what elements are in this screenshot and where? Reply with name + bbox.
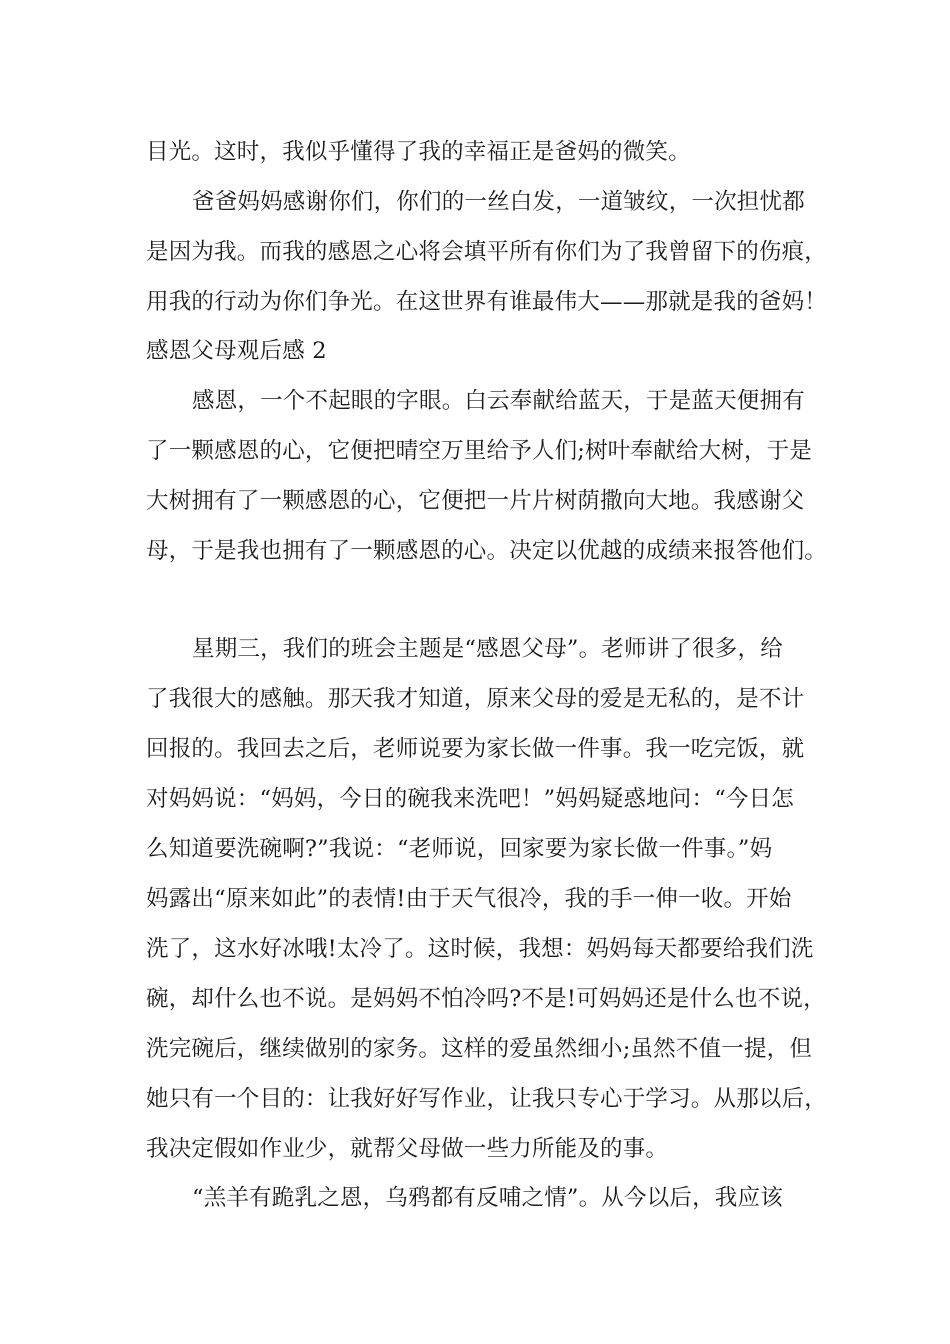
paragraph-line: 用我的行动为你们争光。在这世界有谁最伟大——那就是我的爸妈！ xyxy=(146,289,828,315)
paragraph-line: 爸爸妈妈感谢你们，你们的一丝白发，一道皱纹，一次担忧都 xyxy=(192,189,805,215)
paragraph-line: 洗完碗后，继续做别的家务。这样的爱虽然细小;虽然不值一提，但 xyxy=(146,1036,813,1062)
paragraph-line: 大树拥有了一颗感恩的心，它便把一片片树荫撒向大地。我感谢父 xyxy=(146,488,805,514)
paragraph-line: 碗，却什么也不说。是妈妈不怕冷吗?不是!可妈妈还是什么也不说， xyxy=(146,986,826,1012)
paragraph-line: 了我很大的感触。那天我才知道，原来父母的爱是无私的，是不计 xyxy=(146,686,805,712)
paragraph-line: 么知道要洗碗啊?”我说：“老师说，回家要为家长做一件事。”妈 xyxy=(146,836,773,862)
paragraph-line: 妈露出“原来如此”的表情!由于天气很冷，我的手一伸一收。开始 xyxy=(146,886,792,912)
paragraph-line: 对妈妈说：“妈妈，今日的碗我来洗吧！”妈妈疑惑地问：“今日怎 xyxy=(146,786,795,812)
paragraph-line: 星期三，我们的班会主题是“感恩父母”。老师讲了很多，给 xyxy=(192,636,783,662)
paragraph-line: 回报的。我回去之后，老师说要为家长做一件事。我一吃完饭，就 xyxy=(146,736,805,762)
paragraph-line: 感恩，一个不起眼的字眼。白云奉献给蓝天，于是蓝天便拥有 xyxy=(192,388,805,414)
paragraph-line: 目光。这时，我似乎懂得了我的幸福正是爸妈的微笑。 xyxy=(146,139,691,165)
paragraph-line: 她只有一个目的：让我好好写作业，让我只专心于学习。从那以后， xyxy=(146,1086,828,1112)
paragraph-line: 洗了，这水好冰哦!太冷了。这时候，我想：妈妈每天都要给我们洗 xyxy=(146,936,814,962)
paragraph-line: 母，于是我也拥有了一颗感恩的心。决定以优越的成绩来报答他们。 xyxy=(146,538,828,564)
section-heading: 感恩父母观后感 2 xyxy=(146,338,327,364)
paragraph-line: 是因为我。而我的感恩之心将会填平所有你们为了我曾留下的伤痕， xyxy=(146,239,828,265)
paragraph-line: “羔羊有跪乳之恩，乌鸦都有反哺之情”。从今以后，我应该 xyxy=(192,1185,783,1211)
paragraph-line: 我决定假如作业少，就帮父母做一些力所能及的事。 xyxy=(146,1136,669,1162)
paragraph-line: 了一颗感恩的心，它便把晴空万里给予人们;树叶奉献给大树，于是 xyxy=(146,438,813,464)
